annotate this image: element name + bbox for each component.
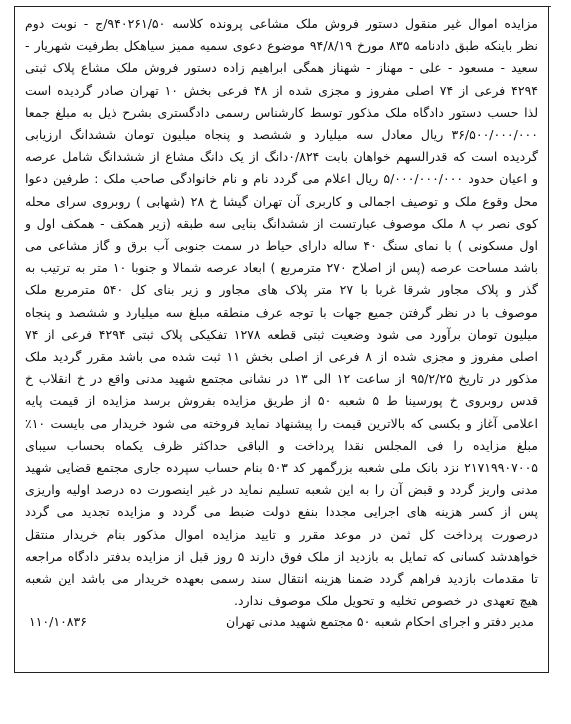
notice-body-text: مزایده اموال غیر منقول دستور فروش ملک مشاعی پرونده کلاسه ۹۴۰۲۶۱/۵۰/ج - نوبت دوم نظر باینکه طبق دادنامه ۸۳۵ مورخ ۹۴/۸/۱۹ موضوع دعوی سمیه ممیز سیاهکل بطرفیت شهریار - سعید - مسعود - علی - مهناز - شهناز همگی ابراهیم زاده دستور فروش ملک مشاع پلاک ثبتی ۴۲۹۴ فرعی از ۷۴ اصلی مفروز و مجزی شده از ۴۸ فرعی بخش ۱۰ تهران صادر گردیده است لذا حسب دستور دادگاه ملک مذکور توسط کارشناس رسمی دادگستری بشرح ذیل به مبلغ جمعا ۳۶/۵۰۰/۰۰۰/۰۰۰ ریال معادل سه میلیارد و ششصد و پنجاه میلیون تومان ششدانگ ارزیابی گردیده است که قدرالسهم خواهان بابت ۰/۸۲۴دانگ از یک دانگ مشاع از ششدانگ شامل عرصه و اعیان حدود ۵/۰۰۰/۰۰۰/۰۰۰ ریال اعلام می گردد نام و نام خانوادگی صاحب ملک : طرفین دعوا محل وقوع ملک و توصیف اجمالی و کاربری آن تهران گیشا خ ۲۸ (شهابی ) روبروی سرای محله کوی نصر پ ۸ ملک موصوف عبارتست از ششدانگ بنایی سه طبقه (زیر همکف - همکف اول و اول مسکونی ) با نمای سنگ ۴۰ ساله دارای حیاط در سمت جنوبی آب برق و گاز مشاعی می باشد مساحت عرصه (پس از اصلاح ۲۷۰ مترمربع ) ابعاد عرصه شمالا و جنوبا ۱۰ متر به ترتیب به گذر و پلاک مجاور شرقا غربا با ۲۷ متر پلاک های مجاور و زیر بنای کل ۵۴۰ مترمربع ملک موصوف با در نظر گرفتن جمیع جهات با توجه عرف منطقه مبلغ سه میلیارد و ششصد و پنجاه میلیون تومان برآورد می شود وضعیت ثبتی قطعه ۱۲۷۸ تفکیکی پلاک ثبتی ۴۲۹۴ فرعی از ۷۴ اصلی مفروز و مجزی شده از ۸ فرعی از اصلی بخش ۱۱ ثبت شده می باشد مقرر گردید ملک مذکور در تاریخ ۹۵/۲/۲۵ از ساعت ۱۲ الی ۱۳ در نشانی مجتمع شهید مدنی واقع در خ انقلاب خ قدس روبروی خ پورسینا ط ۵ شعبه ۵۰ از طریق مزایده بفروش برسد مزایده از قیمت پایه اعلامی آغاز و بکسی که بالاترین قیمت را پیشنهاد نماید فروخته می شود خریدار می بایست ۱۰٪ مبلغ مزایده را فی المجلس نقدا پرداخت و الباقی حداکثر ظرف یکماه بحساب سیبای ۲۱۷۱۹۹۰۷۰۰۵ نزد بانک ملی شعبه بزرگمهر کد ۵۰۳ بنام حساب سپرده جاری مجتمع قضایی شهید مدنی واریز گردد و قبض آن را به این شعبه تسلیم نماید در غیر اینصورت ده درصد اولیه واریزی پس از کسر هزینه های اجرایی مجددا بنفع دولت ضبط می گردد و مزایده تجدید می گردد درصورت پرداخت کل ثمن در موعد مقرر و تایید مزایده اموال مذکور بنام خریدار منتقل خواهدشد کسانی که تمایل به بازدید از ملک فوق دارند ۵ روز قبل از مزایده بدفتر دادگاه مراجعه تا مقدمات بازدید فراهم گردد ضمنا هزینه انتقال سند رسمی بعهده خریدار می باشد این شعبه هیچ تعهدی در خصوص تخلیه و تحویل ملک موصوف ندارد. [25, 16, 539, 609]
notice-footer [25, 614, 538, 629]
notice-signature: مدیر دفتر و اجرای احکام شعبه ۵۰ مجتمع شهید مدنی تهران [226, 614, 534, 630]
notice-reference-number: ۱۱۰/۱۰۸۳۶ [29, 614, 87, 630]
auction-notice [14, 6, 549, 673]
